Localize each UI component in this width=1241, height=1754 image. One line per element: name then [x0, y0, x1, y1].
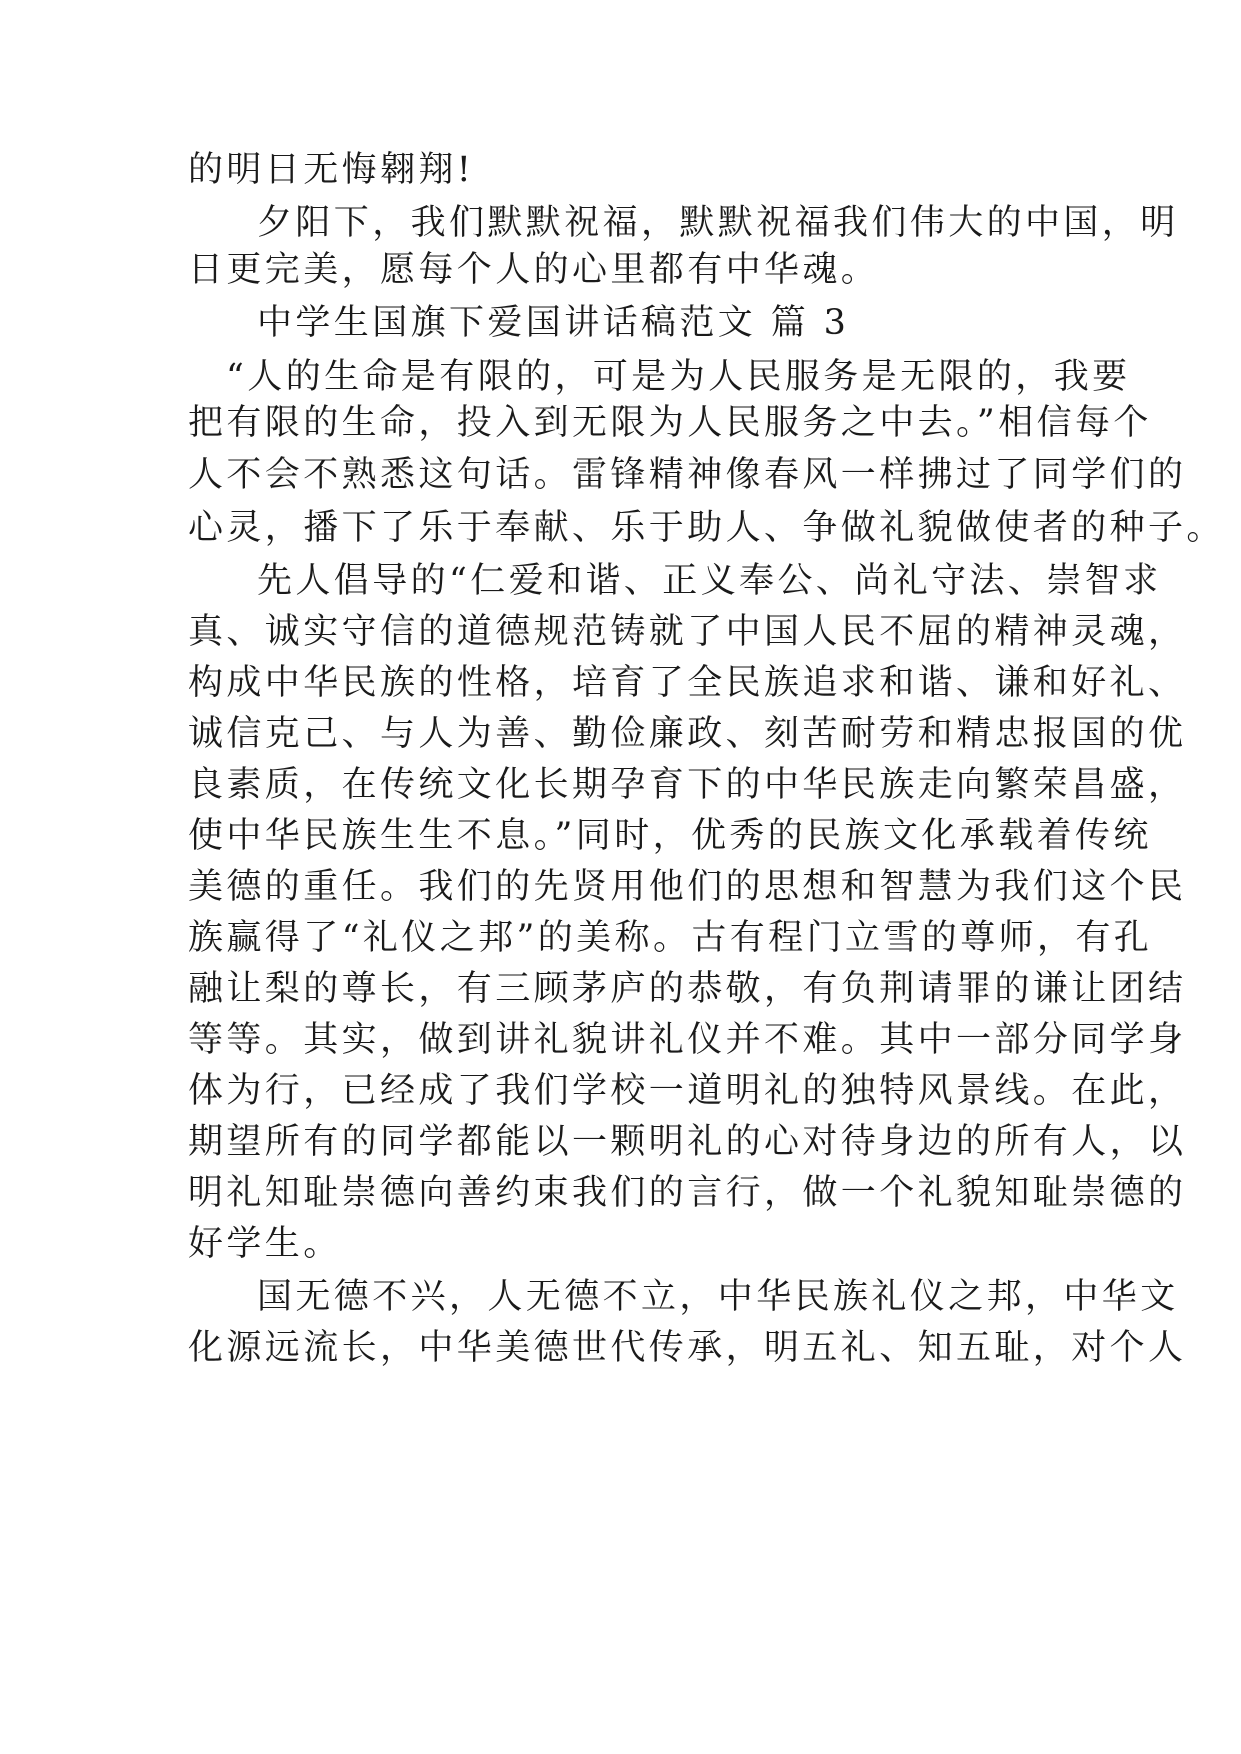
- paragraph-line: 化源远流长，中华美德世代传承，明五礼、知五耻，对个人: [188, 1328, 1187, 1368]
- paragraph-line: 诚信克己、与人为善、勤俭廉政、刻苦耐劳和精忠报国的优: [188, 714, 1187, 754]
- paragraph-line: 良素质，在传统文化长期孕育下的中华民族走向繁荣昌盛，: [188, 765, 1187, 805]
- paragraph-line: 构成中华民族的性格，培育了全民族追求和谐、谦和好礼、: [188, 663, 1187, 703]
- paragraph-line: 真、诚实守信的道德规范铸就了中国人民不屈的精神灵魂，: [188, 612, 1187, 652]
- paragraph-line: 使中华民族生生不息。”同时，优秀的民族文化承载着传统: [188, 816, 1152, 856]
- paragraph-line: 夕阳下，我们默默祝福，默默祝福我们伟大的中国，明: [257, 203, 1179, 243]
- section-heading: 中学生国旗下爱国讲话稿范文 篇 3: [257, 303, 850, 343]
- paragraph-line: 人不会不熟悉这句话。雷锋精神像春风一样拂过了同学们的: [188, 455, 1187, 495]
- paragraph-line: 心灵，播下了乐于奉献、乐于助人、争做礼貌做使者的种子。: [188, 508, 1225, 548]
- paragraph-line: “人的生命是有限的，可是为人民服务是无限的，我要: [226, 357, 1131, 397]
- paragraph-line: 等等。其实，做到讲礼貌讲礼仪并不难。其中一部分同学身: [188, 1020, 1187, 1060]
- paragraph-line: 先人倡导的“仁爱和谐、正义奉公、尚礼守法、崇智求: [257, 561, 1162, 601]
- paragraph-line: 好学生。: [188, 1224, 342, 1264]
- paragraph-line: 日更完美，愿每个人的心里都有中华魂。: [188, 250, 880, 290]
- paragraph-line: 美德的重任。我们的先贤用他们的思想和智慧为我们这个民: [188, 867, 1187, 907]
- paragraph-line: 明礼知耻崇德向善约束我们的言行，做一个礼貌知耻崇德的: [188, 1173, 1187, 1213]
- paragraph-line: 期望所有的同学都能以一颗明礼的心对待身边的所有人，以: [188, 1122, 1187, 1162]
- paragraph-line: 体为行，已经成了我们学校一道明礼的独特风景线。在此，: [188, 1071, 1187, 1111]
- paragraph-line: 的明日无悔翱翔!: [188, 150, 475, 190]
- paragraph-line: 融让梨的尊长，有三顾茅庐的恭敬，有负荆请罪的谦让团结: [188, 969, 1187, 1009]
- paragraph-line: 把有限的生命，投入到无限为人民服务之中去。”相信每个: [188, 403, 1152, 443]
- paragraph-line: 国无德不兴，人无德不立，中华民族礼仪之邦，中华文: [257, 1277, 1179, 1317]
- paragraph-line: 族赢得了“礼仪之邦”的美称。古有程门立雪的尊师，有孔: [188, 918, 1153, 958]
